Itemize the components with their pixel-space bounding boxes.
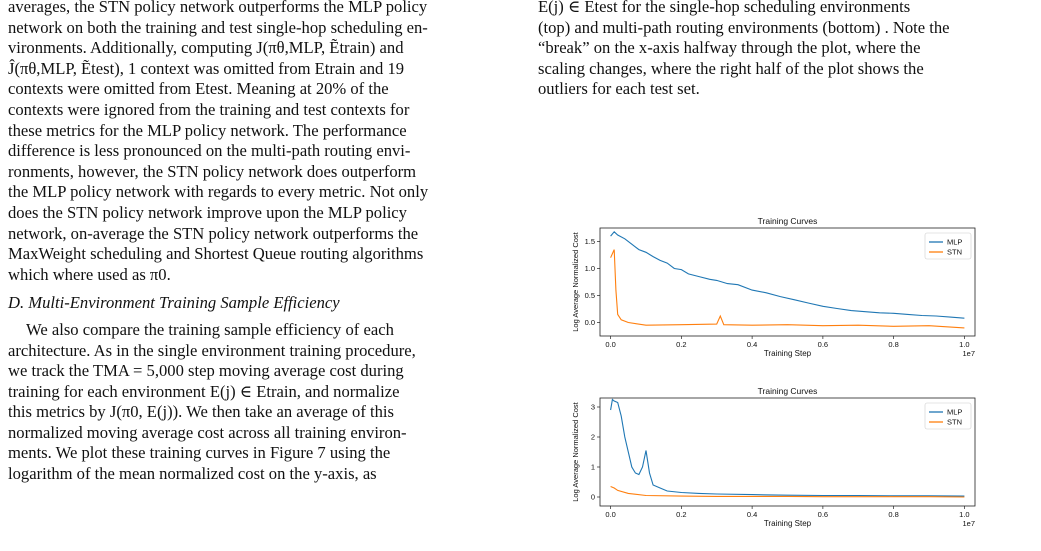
legend-label-stn: STN <box>947 247 962 257</box>
text-line: architecture. As in the single environment training procedure, <box>8 340 416 360</box>
text-line: logarithm of the mean normalized cost on the y-axis, as <box>8 464 377 484</box>
y-axis-label: Log Average Normalized Cost <box>571 232 580 332</box>
plot-frame <box>600 228 975 336</box>
x-axis-multiplier: 1e7 <box>962 349 975 358</box>
text-line: these metrics for the MLP policy network. The performance <box>8 120 407 140</box>
figure-caption <box>538 0 1038 100</box>
text-line: We also compare the training sample efficiency of each <box>26 319 394 339</box>
legend-label-mlp: MLP <box>947 407 963 417</box>
text-line: does the STN policy network improve upon the MLP policy <box>8 202 407 222</box>
series-line-mlp <box>611 232 965 318</box>
text-line: this metrics by J(π0, E(j)). We then take an average of this <box>8 402 394 422</box>
x-tick-label: 1.0 <box>959 340 970 349</box>
y-tick-label: 3 <box>590 402 595 412</box>
x-axis-label: Training Step <box>763 519 812 528</box>
caption-line: outliers for each test set. <box>538 79 700 99</box>
text-line: network, on-average the STN policy network outperforms the <box>8 223 419 243</box>
y-tick-label: 0.5 <box>584 291 595 300</box>
training-curves-chart-top <box>560 214 990 364</box>
x-tick-label: 0.2 <box>676 510 687 519</box>
text-line: contexts were ignored from the training and test contexts for <box>8 99 410 119</box>
y-tick-label: 1 <box>590 462 595 472</box>
paragraph-sample-efficiency <box>8 320 518 485</box>
caption-line: “break” on the x-axis halfway through the plot, where the <box>538 38 921 58</box>
text-line: training for each environment E(j) ∈ Etrain, and normalize <box>8 381 400 401</box>
x-tick-label: 0.0 <box>605 340 616 349</box>
y-tick-label: 1.5 <box>584 237 595 246</box>
x-tick-label: 0.4 <box>746 340 758 349</box>
legend-label-mlp: MLP <box>947 237 963 247</box>
y-tick-label: 0 <box>590 492 595 502</box>
x-tick-label: 0.4 <box>746 510 758 519</box>
text-line: the MLP policy network with regards to every metric. Not only <box>8 182 429 202</box>
x-tick-label: 0.8 <box>888 510 899 519</box>
y-tick-label: 0.0 <box>584 318 595 327</box>
left-text-column <box>8 0 518 485</box>
x-tick-label: 0.6 <box>817 340 829 349</box>
x-tick-label: 0.6 <box>817 510 829 519</box>
x-tick-label: 0.0 <box>605 510 616 519</box>
caption-line: E(j) ∈ Etest for the single-hop scheduling environments <box>538 0 911 16</box>
x-tick-label: 0.8 <box>888 340 899 349</box>
section-heading: D. Multi-Environment Training Sample Efficiency <box>8 293 340 313</box>
y-axis-label: Log Average Normalized Cost <box>571 402 580 502</box>
chart-title: Training Curves <box>757 216 818 226</box>
right-text-column <box>538 0 1038 100</box>
series-line-mlp <box>611 400 965 497</box>
caption-line: (top) and multi-path routing environments (bottom) . Note the <box>538 17 950 37</box>
plot-frame <box>600 398 975 506</box>
text-line: MaxWeight scheduling and Shortest Queue routing algorithms <box>8 244 424 264</box>
text-line: ments. We plot these training curves in Figure 7 using the <box>8 443 391 463</box>
x-tick-label: 0.2 <box>676 340 687 349</box>
chart-title: Training Curves <box>757 386 818 396</box>
text-line: Ĵ(πθ,MLP, Ẽtest), 1 context was omitted from Etrain and 19 <box>8 58 405 78</box>
paragraph-results <box>8 0 518 285</box>
text-line: which where used as π0. <box>8 264 171 284</box>
text-line: ronments, however, the STN policy network does outperform <box>8 161 417 181</box>
x-tick-label: 1.0 <box>959 510 970 519</box>
x-axis-label: Training Step <box>763 349 812 358</box>
y-tick-label: 1.0 <box>584 264 595 273</box>
text-line: contexts were omitted from Etest. Meaning at 20% of the <box>8 79 389 99</box>
y-tick-label: 2 <box>590 432 595 442</box>
text-line: network on both the training and test single-hop scheduling en- <box>8 17 428 37</box>
text-line: normalized moving average cost across all training environ- <box>8 422 407 442</box>
text-line: difference is less pronounced on the multi-path routing envi- <box>8 141 411 161</box>
text-line: averages, the STN policy network outperforms the MLP policy <box>8 0 428 16</box>
training-curves-chart-bottom <box>560 384 990 534</box>
text-line: vironments. Additionally, computing J(πθ,MLP, Ẽtrain) and <box>8 38 404 58</box>
legend-label-stn: STN <box>947 417 962 427</box>
caption-line: scaling changes, where the right half of the plot shows the <box>538 58 924 78</box>
text-line: we track the TMA = 5,000 step moving average cost during <box>8 361 404 381</box>
x-axis-multiplier: 1e7 <box>962 519 975 528</box>
